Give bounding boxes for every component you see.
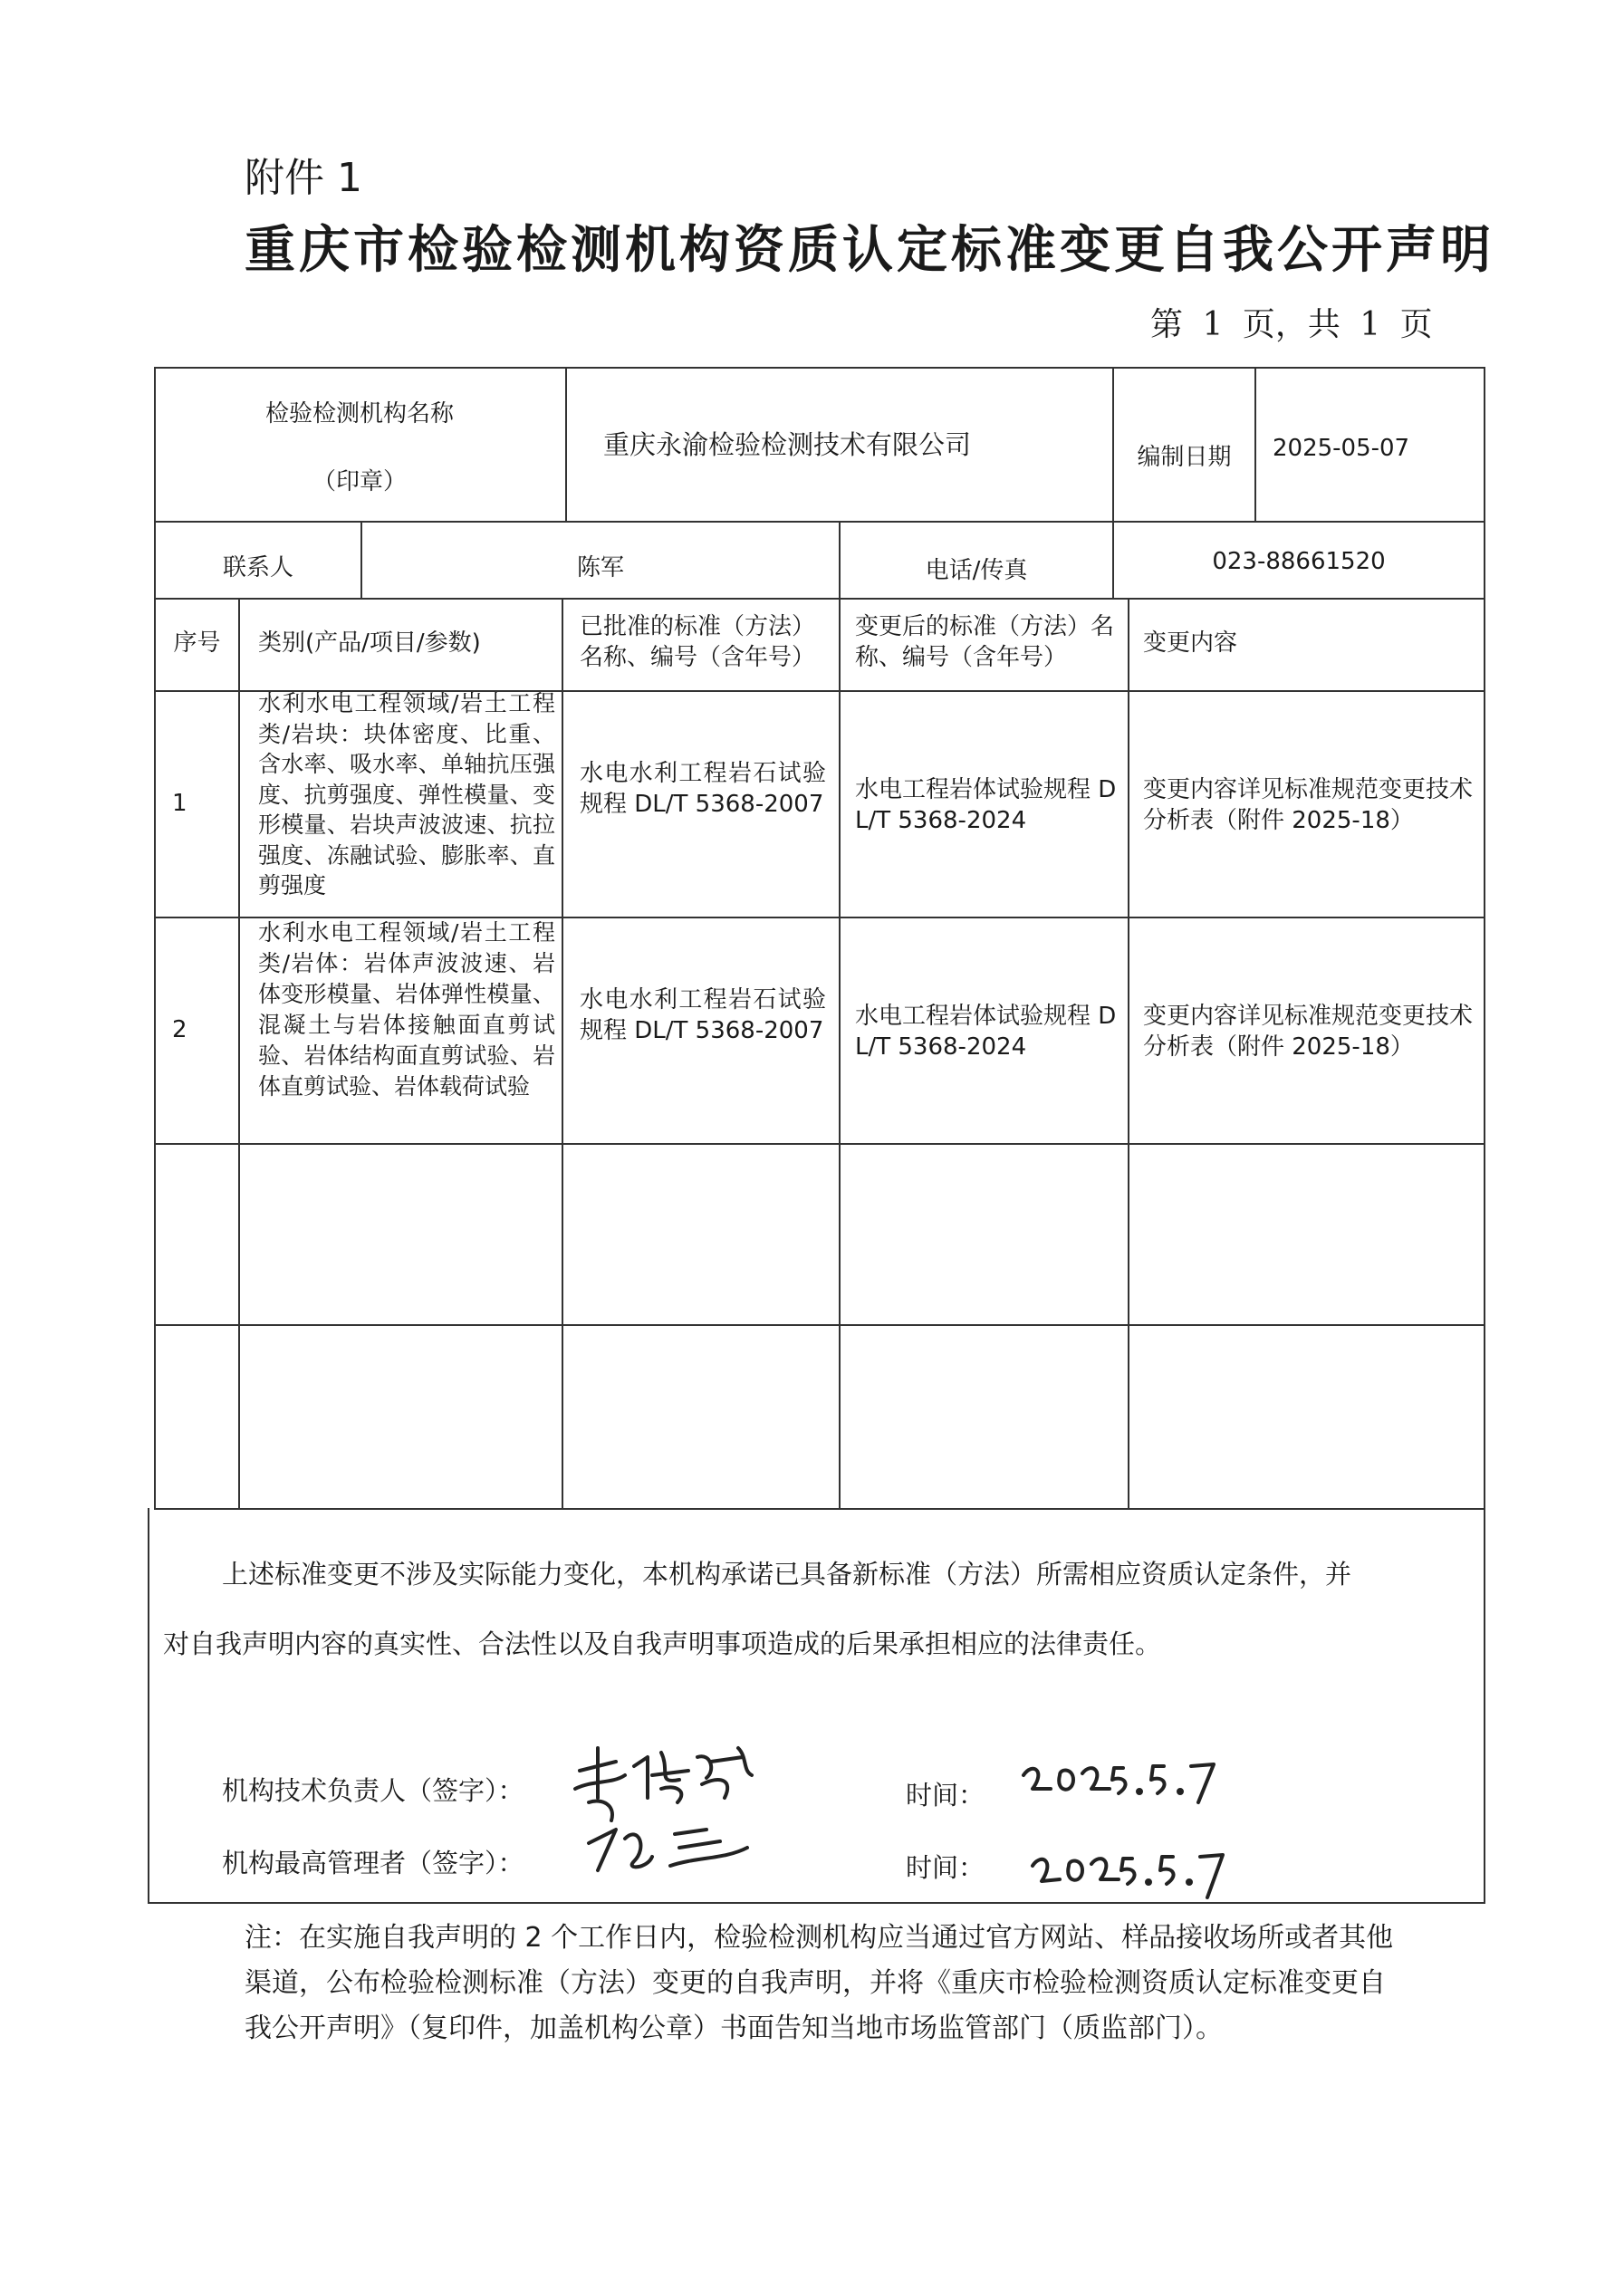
prep-date: 2025-05-07 [1273, 435, 1410, 462]
top-manager-label: 机构最高管理者（签字）： [222, 1848, 524, 1878]
phone-label: 电话/传真 [925, 557, 1028, 584]
mgr-time-label: 时间： [906, 1852, 985, 1883]
row-category: 水利水电工程领域/岩土工程类/岩体：岩体声波波速、岩体变形模量、岩体弹性模量、混凝土与岩体接触面直剪试验、岩体结构面直剪试验、岩体直剪试验、岩体载荷试验 [258, 919, 555, 1100]
page-number [1150, 299, 1433, 345]
row-approved: 水电水利工程岩石试验规程 DL/T 5368-2007 [580, 986, 826, 1044]
header-content: 变更内容 [1143, 629, 1238, 657]
org-name: 重庆永渝检验检测技术有限公司 [603, 429, 972, 460]
table-divider [154, 1324, 1485, 1326]
table-divider [154, 1508, 1485, 1510]
tech-lead-signature [562, 1734, 770, 1879]
date-label: 编制日期 [1137, 444, 1232, 471]
org-name-label: 检验检测机构名称 [264, 400, 454, 427]
row-changed: 水电工程岩体试验规程 DL/T 5368-2024 [855, 1003, 1117, 1061]
mgr-time-value [1028, 1893, 1032, 1894]
row-content: 变更内容详见标准规范变更技术分析表（附件 2025-18） [1143, 1003, 1474, 1061]
table-divider [154, 521, 1485, 523]
table-divider [1128, 598, 1129, 1508]
table-divider [154, 1143, 1485, 1145]
table-divider [839, 598, 841, 1508]
page-current: 1 [1202, 306, 1224, 343]
table-divider [565, 367, 567, 521]
tech-time-label: 时间： [906, 1780, 985, 1811]
phone-value: 023-88661520 [1212, 548, 1386, 575]
header-changed: 变更后的标准（方法）名称、编号（含年号） [855, 613, 1115, 671]
row-category: 水利水电工程领域/岩土工程类/岩块：块体密度、比重、含水率、吸水率、单轴抗压强度、抗剪强度、弹性模量、变形模量、岩块声波波速、抗拉强度、冻融试验、膨胀率、直剪强度 [258, 690, 555, 898]
tech-lead-label: 机构技术负责人（签字）： [222, 1775, 524, 1806]
row-seq: 2 [172, 1016, 187, 1043]
row-approved: 水电水利工程岩石试验规程 DL/T 5368-2007 [580, 760, 826, 818]
attachment-label: 附件 1 [245, 155, 362, 201]
document-title: 重庆市检验检测机构资质认定标准变更自我公开声明 [245, 221, 1494, 280]
row-changed: 水电工程岩体试验规程 DL/T 5368-2024 [855, 776, 1117, 834]
header-approved: 已批准的标准（方法）名称、编号（含年号） [580, 613, 816, 671]
table-divider [238, 598, 240, 1508]
footnote: 注：在实施自我声明的 2 个工作日内，检验检测机构应当通过官方网站、样品接收场所或者其他渠道，公布检验检测标准（方法）变更的自我声明，并将《重庆市检验检测资质认定标准变更自我公开声明》（复印件，加盖机构公章）书面告知当地市场监管部门（质监部门）。 [245, 1922, 1394, 2044]
page-total: 1 [1360, 306, 1381, 343]
table-border [154, 367, 1485, 369]
header-category: 类别(产品/项目/参数) [258, 629, 481, 657]
page-suffix: 页 [1399, 306, 1433, 343]
mgr-time-handwriting [1028, 1843, 1227, 1907]
statement-line-1: 上述标准变更不涉及实际能力变化，本机构承诺已具备新标准（方法）所需相应资质认定条件，并 [222, 1559, 1352, 1590]
page-mid: 页，共 [1242, 306, 1341, 343]
table-border [1484, 367, 1485, 1904]
table-divider [562, 598, 563, 1508]
contact-name: 陈军 [576, 554, 624, 581]
table-border [148, 1902, 1485, 1904]
header-seq: 序号 [173, 629, 221, 657]
table-divider [154, 598, 1485, 600]
contact-label: 联系人 [222, 554, 293, 581]
table-divider [1254, 367, 1256, 521]
row-seq: 1 [172, 790, 187, 817]
page-prefix: 第 [1150, 306, 1184, 343]
seal-label: （印章） [312, 468, 407, 495]
tech-time-handwriting [1019, 1757, 1218, 1811]
tech-time-value [1019, 1798, 1023, 1799]
table-border [154, 367, 156, 1508]
table-border [148, 1508, 149, 1904]
row-content: 变更内容详见标准规范变更技术分析表（附件 2025-18） [1143, 776, 1474, 834]
statement-line-2: 对自我声明内容的真实性、合法性以及自我声明事项造成的后果承担相应的法律责任。 [163, 1628, 1162, 1659]
